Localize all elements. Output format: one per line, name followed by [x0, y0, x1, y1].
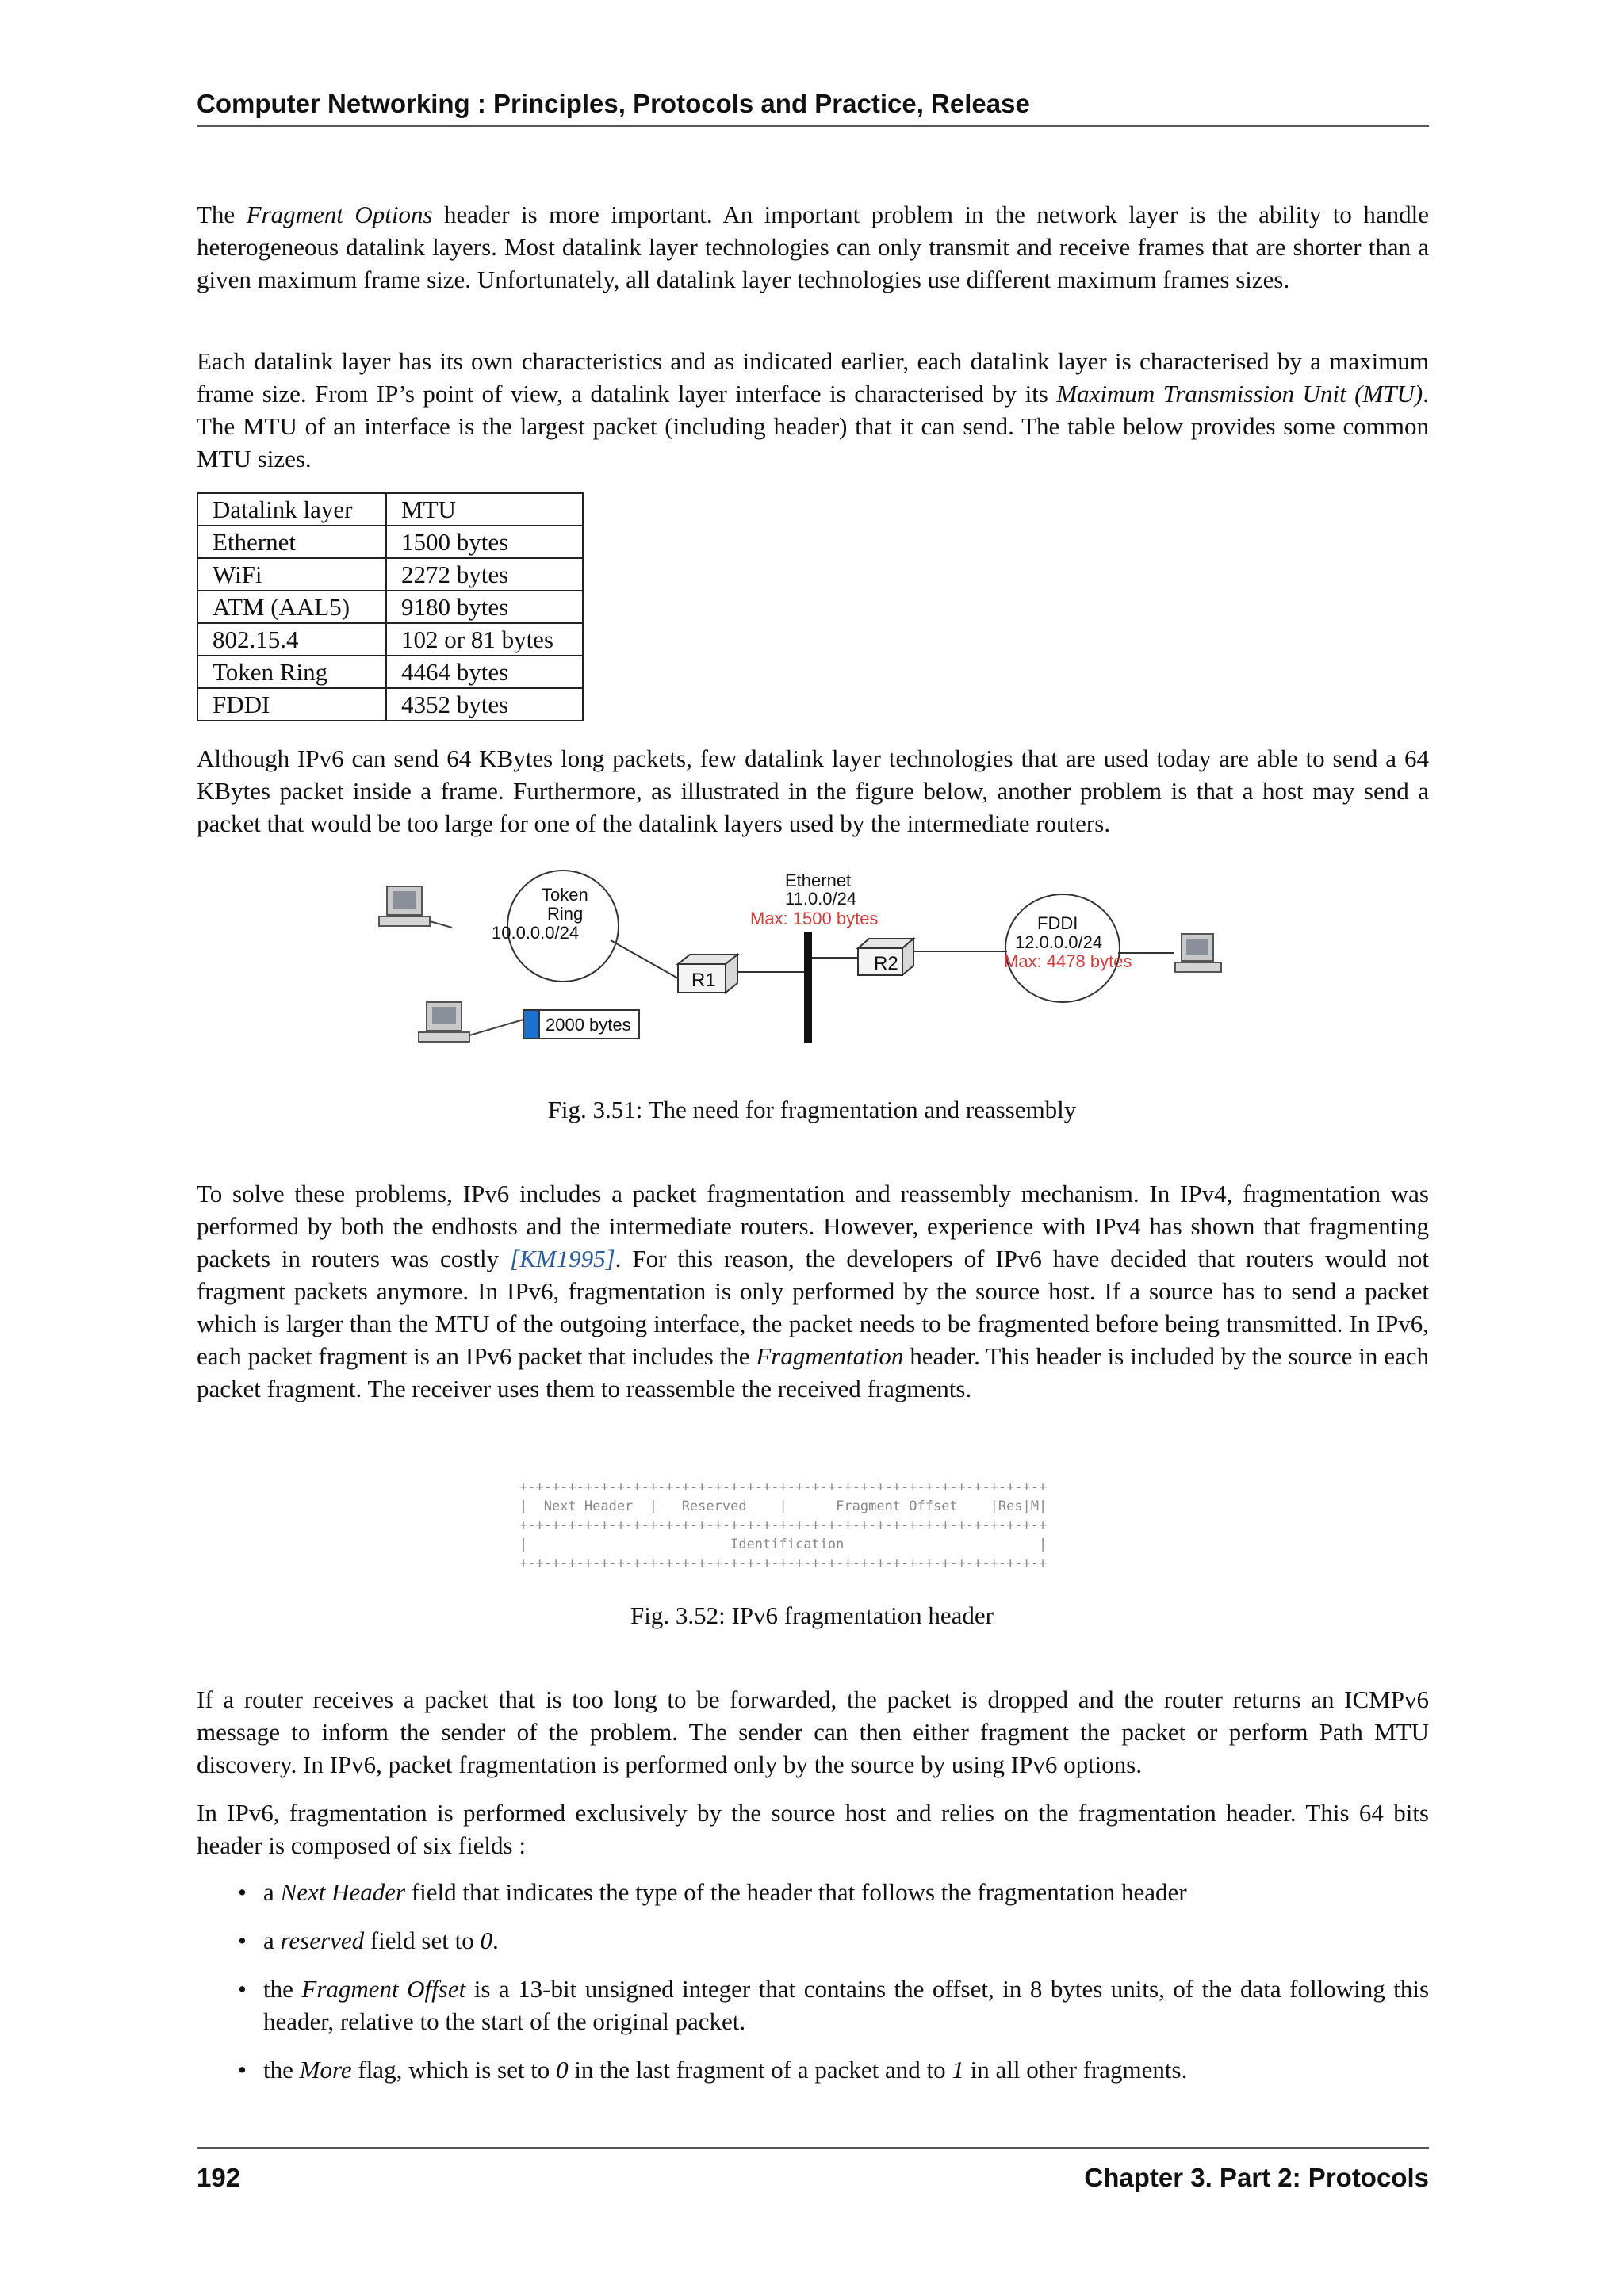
- ethernet-segment: [804, 932, 812, 1043]
- ipv6-fragment-header-diagram: [519, 1478, 1122, 1573]
- mtu-table: [197, 492, 584, 721]
- datalink-cell: Ethernet: [197, 526, 386, 558]
- router-r2-label: R2: [874, 953, 898, 974]
- host-bottom-left-icon: [419, 1002, 523, 1042]
- table-row: [197, 623, 583, 656]
- fddi-label: FDDI: [1037, 913, 1078, 933]
- fddi-max: Max: 4478 bytes: [1004, 951, 1132, 971]
- token-ring-network: 10.0.0.0/24: [492, 923, 580, 943]
- list-item: • the More flag, which is set to 0 in the last fragment of a packet and to 1 in all other fragments.: [197, 2053, 1429, 2086]
- router-r1-label: R1: [691, 970, 716, 991]
- mtu-cell: 1500 bytes: [386, 526, 583, 558]
- link-token-r1: [611, 940, 678, 978]
- list-item: • a reserved field set to 0.: [197, 1924, 1429, 1957]
- text: Although IPv6 can send 64 KBytes long packets, few datalink layer technologies that are used today are able to send a 64 KBytes packet inside a frame. Furthermore, as illustrated in the figure below, another problem is that a host may send a packet that would be too large for one of the datalink layers used by the intermediate routers.: [197, 744, 1429, 837]
- chapter-title: Chapter 3. Part 2: Protocols: [1084, 2163, 1429, 2192]
- table-row: [197, 688, 583, 721]
- datalink-cell: 802.15.4: [197, 623, 386, 656]
- mtu-cell: 4352 bytes: [386, 688, 583, 721]
- packet-header-block: [523, 1010, 539, 1039]
- diagram-line: | Identification |: [519, 1536, 1048, 1552]
- token-ring-label-2: Ring: [547, 904, 584, 924]
- diagram-line: | Next Header | Reserved | Fragment Offset |Res|M|: [519, 1498, 1048, 1514]
- paragraph-mtu: [197, 345, 1429, 475]
- ethernet-network: 11.0.0/24: [785, 889, 857, 909]
- running-title: Computer Networking : Principles, Protocols and Practice, Release: [197, 89, 1030, 118]
- list-item: • the Fragment Offset is a 13-bit unsigned integer that contains the offset, in 8 bytes units, of the data following this header, relative to the start of the original packet.: [197, 1973, 1429, 2038]
- mtu-cell: 102 or 81 bytes: [386, 623, 583, 656]
- text: header is more important. An important problem in the network layer is the ability to handle heterogeneous datalink layers. Most datalink layer technologies can only transmit and receive frames that are shorter than a given maximum frame size. Unfortunately, all datalink layer technologies use different maximum frames sizes.: [197, 201, 1430, 293]
- paragraph-six-fields: [197, 1797, 1429, 1862]
- ethernet-max: Max: 1500 bytes: [750, 909, 879, 928]
- table-row: [197, 526, 583, 558]
- term-fragment-options: Fragment Options: [246, 201, 433, 228]
- paragraph-large-packets: [197, 742, 1429, 840]
- running-footer: [197, 2147, 1429, 2193]
- paragraph-fragment-options: [197, 198, 1429, 296]
- text: . For this reason, the developers of IPv6 have decided that routers would not fragment packets anymore. In IPv6, fragmentation is only performed by the source host. If a source has to send a packet which is larger than the MTU of the outgoing interface, the packet needs to be fragmented before being transmitted. In IPv6, each packet fragment is an IPv6 packet that includes the: [197, 1245, 1429, 1370]
- text: Each datalink layer has its own characteristics and as indicated earlier, each datalink layer is characterised by a maximum frame size. From IP’s point of view, a datalink layer interface is characterised by its: [197, 347, 1429, 408]
- text: To solve these problems, IPv6 includes a packet fragmentation and reassembly mechanism. In IPv4, fragmentation was performed by both the endhosts and the intermediate routers. However, experience with IPv4 has shown that fragmenting packets in routers was costly: [197, 1180, 1429, 1272]
- citation-km1995[interactable]: [KM1995]: [510, 1245, 615, 1272]
- text: In IPv6, fragmentation is performed exclusively by the source host and relies on the fragmentation header. This 64 bits header is composed of six fields :: [197, 1799, 1429, 1859]
- text: header. This header is included by the source in each packet fragment. The receiver uses them to reassemble the received fragments.: [197, 1342, 1429, 1402]
- host-top-left-icon: [379, 886, 452, 928]
- table-row: [197, 591, 583, 623]
- figure-3-51-caption: Fig. 3.51: The need for fragmentation and reassembly: [547, 1096, 1077, 1123]
- diagram-line: +-+-+-+-+-+-+-+-+-+-+-+-+-+-+-+-+-+-+-+-+-+-+-+-+-+-+-+-+-+-+-+-+: [519, 1517, 1048, 1533]
- host-right-icon: [1175, 934, 1221, 972]
- term-mtu: Maximum Transmission Unit (MTU): [1056, 380, 1423, 408]
- paragraph-ipv6-fragmentation: [197, 1177, 1429, 1405]
- term-next-header: Next Header: [280, 1878, 406, 1906]
- page-number: 192: [197, 2163, 241, 2192]
- term-fragment-offset: Fragment Offset: [301, 1975, 466, 2003]
- datalink-cell: Token Ring: [197, 656, 386, 688]
- running-header: [197, 89, 1429, 127]
- table-header-row: [197, 493, 583, 526]
- token-ring-label: Token: [542, 885, 588, 905]
- mtu-cell: MTU: [386, 493, 583, 526]
- paragraph-router-icmpv6: [197, 1683, 1429, 1781]
- datalink-cell: FDDI: [197, 688, 386, 721]
- mtu-cell: 9180 bytes: [386, 591, 583, 623]
- figure-3-52-caption: Fig. 3.52: IPv6 fragmentation header: [630, 1601, 994, 1629]
- datalink-cell: WiFi: [197, 558, 386, 591]
- fragment-header-fields-list: [197, 1876, 1429, 2102]
- text: The: [197, 201, 247, 228]
- diagram-line: +-+-+-+-+-+-+-+-+-+-+-+-+-+-+-+-+-+-+-+-+-+-+-+-+-+-+-+-+-+-+-+-+: [519, 1556, 1048, 1571]
- datalink-cell: ATM (AAL5): [197, 591, 386, 623]
- table-row: [197, 656, 583, 688]
- fragmentation-network-figure: [373, 869, 1253, 1059]
- term-more-flag: More: [299, 2056, 352, 2084]
- list-item: • a Next Header field that indicates the type of the header that follows the fragmentation header: [197, 1876, 1429, 1908]
- diagram-line: +-+-+-+-+-+-+-+-+-+-+-+-+-+-+-+-+-+-+-+-+-+-+-+-+-+-+-+-+-+-+-+-+: [519, 1479, 1048, 1495]
- table-row: [197, 558, 583, 591]
- term-fragmentation: Fragmentation: [756, 1342, 904, 1370]
- ethernet-label: Ethernet: [785, 871, 852, 890]
- mtu-cell: 4464 bytes: [386, 656, 583, 688]
- term-reserved: reserved: [280, 1927, 365, 1954]
- packet-size-label: 2000 bytes: [546, 1015, 631, 1035]
- text: . The MTU of an interface is the largest packet (including header) that it can send. The table below provides some common MTU sizes.: [197, 380, 1429, 473]
- mtu-cell: 2272 bytes: [386, 558, 583, 591]
- datalink-cell: Datalink layer: [197, 493, 386, 526]
- text: If a router receives a packet that is too long to be forwarded, the packet is dropped and the router returns an ICMPv6 message to inform the sender of the problem. The sender can then either fragment the packet or perform Path MTU discovery. In IPv6, packet fragmentation is performed only by the source by using IPv6 options.: [197, 1686, 1429, 1778]
- fddi-network: 12.0.0.0/24: [1015, 932, 1103, 952]
